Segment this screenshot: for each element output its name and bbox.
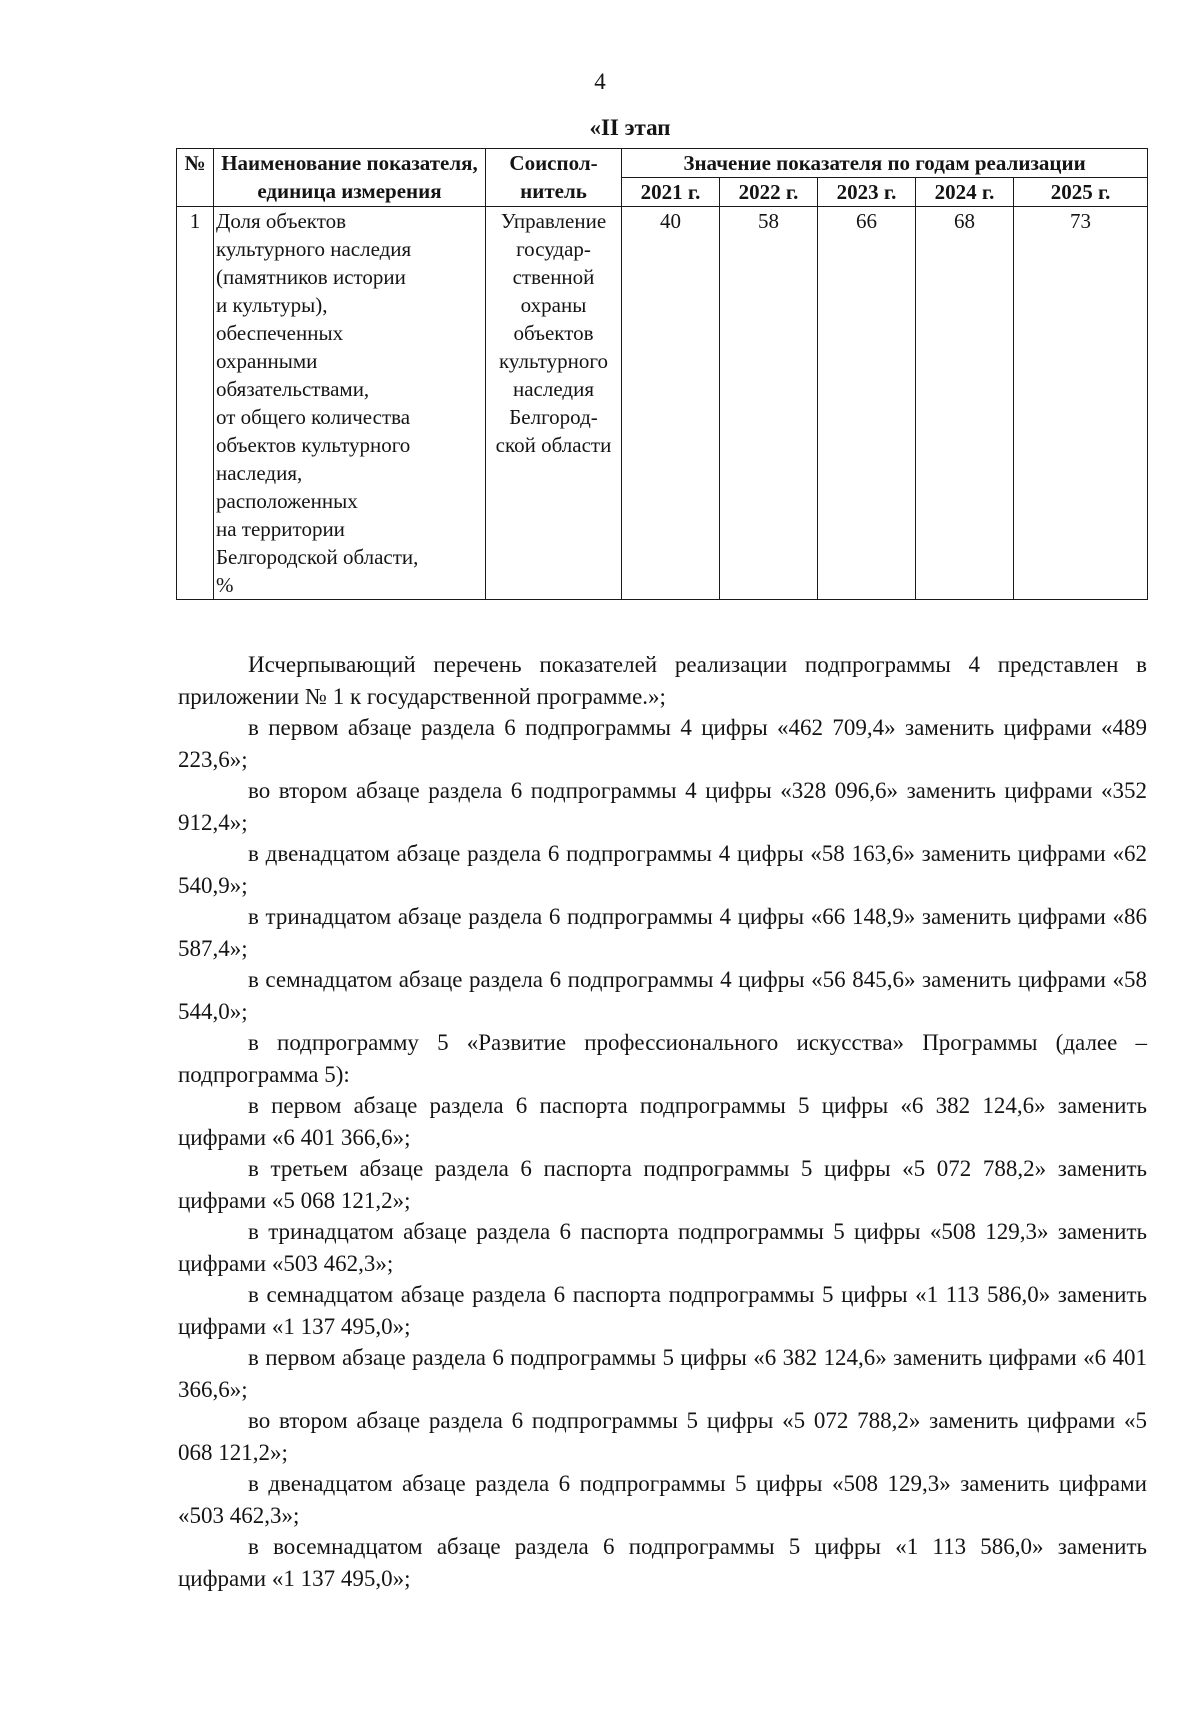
- paragraph: в двенадцатом абзаце раздела 6 подпрограммы 4 цифры «58 163,6» заменить цифрами «62 540,9»;: [178, 841, 1147, 898]
- paragraph: Исчерпывающий перечень показателей реализации подпрограммы 4 представлен в приложении № 1 к государственной программе.»;: [178, 652, 1147, 709]
- header-coexecutor-line-2: нитель: [520, 179, 587, 203]
- coexecutor-line: ской области: [495, 433, 612, 457]
- table-row: [177, 207, 1148, 600]
- name-line: объектов культурного: [216, 433, 411, 457]
- coexecutor-line: наследия: [513, 377, 594, 401]
- value-2023: 66: [818, 207, 916, 600]
- name-line: обеспеченных: [216, 321, 344, 345]
- name-line: наследия,: [216, 461, 303, 485]
- coexecutor-line: Управление: [500, 209, 607, 233]
- name-line: культурного наследия: [216, 237, 412, 261]
- paragraph: в восемнадцатом абзаце раздела 6 подпрограммы 5 цифры «1 113 586,0» заменить цифрами «1 137 495,0»;: [178, 1534, 1147, 1591]
- name-line: (памятников истории: [216, 265, 406, 289]
- header-coexecutor: [486, 149, 622, 207]
- header-year: 2022 г.: [720, 178, 818, 207]
- name-line: от общего количества: [216, 405, 411, 429]
- paragraph: во втором абзаце раздела 6 подпрограммы 5 цифры «5 072 788,2» заменить цифрами «5 068 121,2»;: [178, 1408, 1147, 1465]
- coexecutor-line: Белгород-: [509, 405, 598, 429]
- coexecutor-line: культурного: [499, 349, 608, 373]
- name-line: Белгородской области,: [216, 545, 419, 569]
- paragraph: во втором абзаце раздела 6 подпрограммы 4 цифры «328 096,6» заменить цифрами «352 912,4»;: [178, 778, 1147, 835]
- paragraph: в первом абзаце раздела 6 подпрограммы 4 цифры «462 709,4» заменить цифрами «489 223,6»;: [178, 715, 1147, 772]
- paragraph: в двенадцатом абзаце раздела 6 подпрограммы 5 цифры «508 129,3» заменить цифрами «503 462,3»;: [178, 1471, 1147, 1528]
- indicators-table: [176, 148, 1148, 600]
- row-num: 1: [177, 207, 214, 600]
- paragraph: в первом абзаце раздела 6 паспорта подпрограммы 5 цифры «6 382 124,6» заменить цифрами «6 401 366,6»;: [178, 1093, 1147, 1150]
- coexecutor-line: объектов: [513, 321, 594, 345]
- header-name: Наименование показателя, единица измерения: [214, 149, 486, 207]
- value-2022: 58: [720, 207, 818, 600]
- coexecutor-line: государ-: [516, 237, 591, 261]
- header-num: №: [177, 149, 214, 207]
- name-line: и культуры),: [216, 293, 328, 317]
- header-year: 2023 г.: [818, 178, 916, 207]
- paragraph: в третьем абзаце раздела 6 паспорта подпрограммы 5 цифры «5 072 788,2» заменить цифрами «5 068 121,2»;: [178, 1156, 1147, 1213]
- header-year: 2024 г.: [916, 178, 1014, 207]
- header-year: 2025 г.: [1014, 178, 1148, 207]
- paragraph: в семнадцатом абзаце раздела 6 подпрограммы 4 цифры «56 845,6» заменить цифрами «58 544,0»;: [178, 967, 1147, 1024]
- coexecutor-line: охраны: [520, 293, 587, 317]
- value-2024: 68: [916, 207, 1014, 600]
- name-line: обязательствами,: [216, 377, 370, 401]
- paragraph: в первом абзаце раздела 6 подпрограммы 5 цифры «6 382 124,6» заменить цифрами «6 401 366,6»;: [178, 1345, 1147, 1402]
- value-2021: 40: [622, 207, 720, 600]
- name-line: на территории: [216, 517, 345, 541]
- name-line: охранными: [216, 349, 318, 373]
- name-line: расположенных: [216, 489, 358, 513]
- header-year: 2021 г.: [622, 178, 720, 207]
- paragraph: в подпрограмму 5 «Развитие профессионального искусства» Программы (далее – подпрограмма 5):: [178, 1030, 1147, 1087]
- paragraph: в семнадцатом абзаце раздела 6 паспорта подпрограммы 5 цифры «1 113 586,0» заменить цифрами «1 137 495,0»;: [178, 1282, 1147, 1339]
- page-number: 4: [594, 69, 606, 94]
- name-line: %: [216, 573, 234, 597]
- header-coexecutor-line-1: Соиспол-: [509, 151, 598, 175]
- name-line: Доля объектов: [216, 209, 347, 233]
- value-2025: 73: [1014, 207, 1148, 600]
- header-years-group: Значение показателя по годам реализации: [622, 149, 1148, 178]
- paragraph: в тринадцатом абзаце раздела 6 паспорта подпрограммы 5 цифры «508 129,3» заменить цифрами «503 462,3»;: [178, 1219, 1147, 1276]
- coexecutor-line: ственной: [512, 265, 595, 289]
- paragraph: в тринадцатом абзаце раздела 6 подпрограммы 4 цифры «66 148,9» заменить цифрами «86 587,4»;: [178, 904, 1147, 961]
- row-coexecutor: [486, 207, 622, 600]
- row-indicator-name: [214, 207, 486, 600]
- stage-title: «II этап: [589, 115, 671, 140]
- amendment-text: [178, 649, 1147, 1594]
